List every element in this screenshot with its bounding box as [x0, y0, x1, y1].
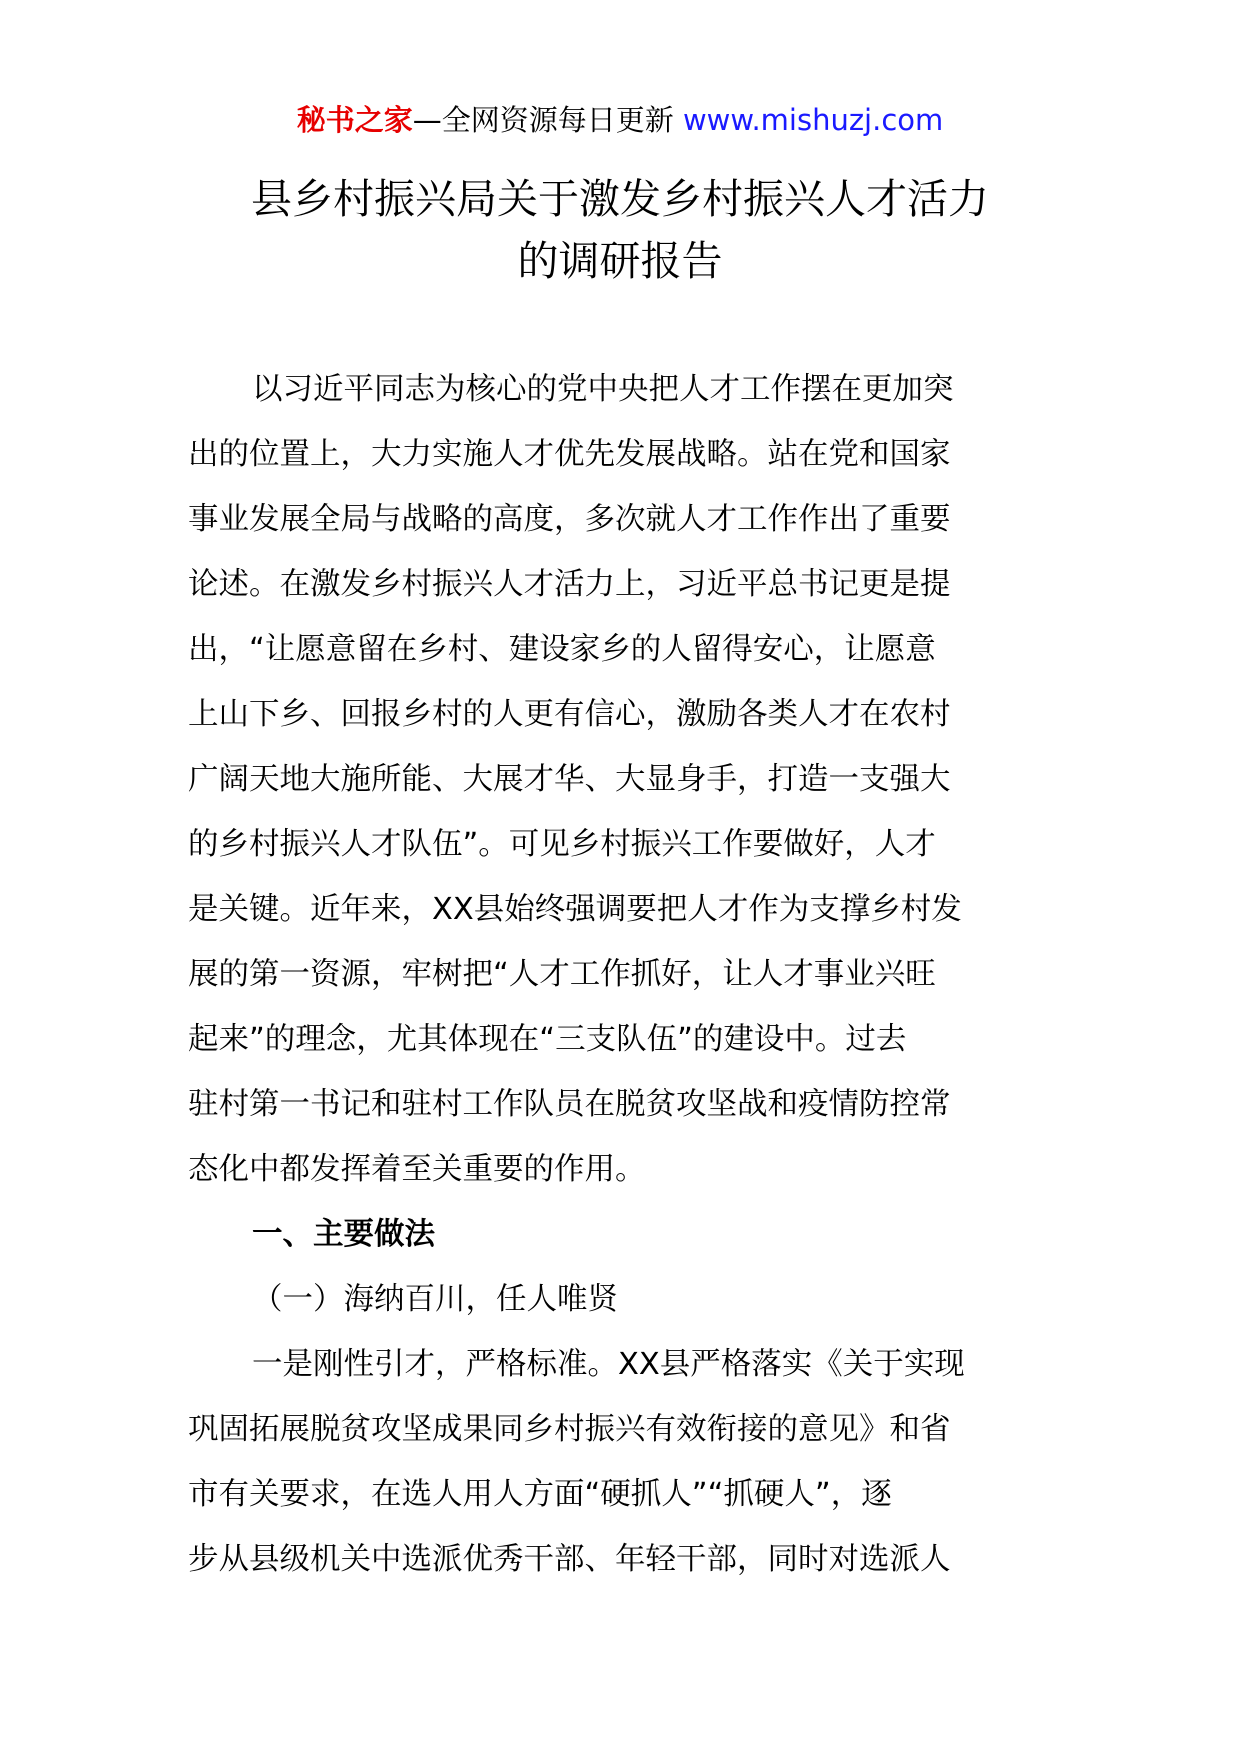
site-url-link[interactable]: www.mishuzj.com — [682, 103, 944, 137]
document-body — [188, 357, 1054, 1592]
paragraph-line: 出，“让愿意留在乡村、建设家乡的人留得安心，让愿意 — [188, 632, 936, 667]
paragraph-line: 以习近平同志为核心的党中央把人才工作摆在更加突 — [252, 372, 954, 407]
paragraph-line: 起来”的理念，尤其体现在“三支队伍”的建设中。过去 — [188, 1022, 907, 1057]
subsection-heading: （一）海纳百川，任人唯贤 — [252, 1282, 618, 1317]
method-paragraph — [188, 1332, 1054, 1592]
brand-name: 秘书之家 — [296, 103, 413, 137]
intro-paragraph — [188, 357, 1054, 1202]
paragraph-line: 展的第一资源，牢树把“人才工作抓好，让人才事业兴旺 — [188, 957, 936, 992]
paragraph-line: 的乡村振兴人才队伍”。可见乡村振兴工作要做好，人才 — [188, 827, 936, 862]
paragraph-line: 广阔天地大施所能、大展才华、大显身手，打造一支强大 — [188, 762, 951, 797]
document-title — [0, 168, 1240, 292]
paragraph-line: 是关键。近年来，XX县始终强调要把人才作为支撑乡村发 — [188, 892, 962, 927]
paragraph-line: 论述。在激发乡村振兴人才活力上，习近平总书记更是提 — [188, 567, 951, 602]
paragraph-line: 出的位置上，大力实施人才优先发展战略。站在党和国家 — [188, 437, 951, 472]
site-header — [0, 100, 1240, 140]
paragraph-line: 态化中都发挥着至关重要的作用。 — [188, 1152, 646, 1187]
section-heading: 一、主要做法 — [252, 1217, 435, 1252]
title-line-1: 县乡村振兴局关于激发乡村振兴人才活力 — [251, 175, 989, 223]
paragraph-line: 驻村第一书记和驻村工作队员在脱贫攻坚战和疫情防控常 — [188, 1087, 951, 1122]
paragraph-line: 市有关要求，在选人用人方面“硬抓人”“抓硬人”，逐 — [188, 1477, 892, 1512]
paragraph-line: 上山下乡、回报乡村的人更有信心，激励各类人才在农村 — [188, 697, 951, 732]
title-line-2: 的调研报告 — [517, 237, 723, 285]
paragraph-line: 事业发展全局与战略的高度，多次就人才工作作出了重要 — [188, 502, 951, 537]
paragraph-line: 一是刚性引才，严格标准。XX县严格落实《关于实现 — [252, 1347, 965, 1382]
paragraph-line: 巩固拓展脱贫攻坚成果同乡村振兴有效衔接的意见》和省 — [188, 1412, 951, 1447]
header-tagline: —全网资源每日更新 — [412, 103, 674, 137]
paragraph-line: 步从县级机关中选派优秀干部、年轻干部，同时对选派人 — [188, 1542, 951, 1577]
